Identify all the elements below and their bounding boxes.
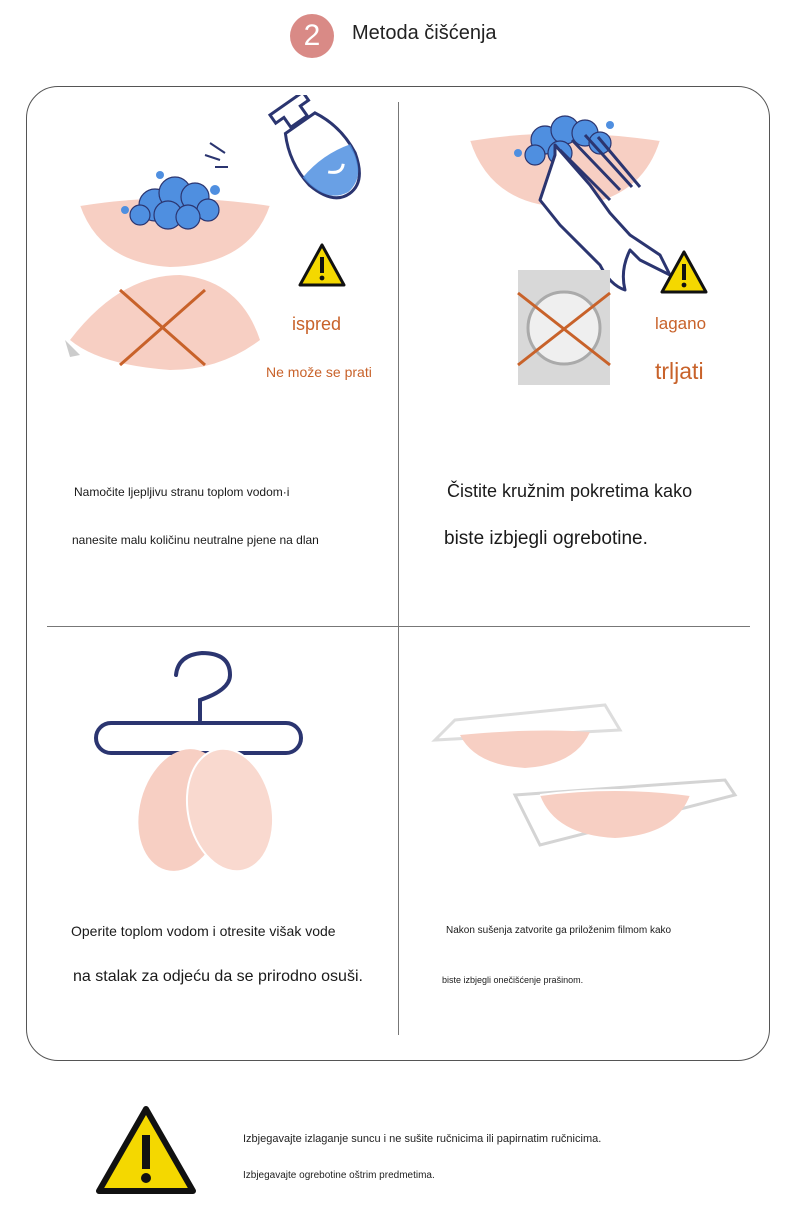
- vertical-divider: [398, 102, 399, 1035]
- film-covered-cups-illustration: [425, 700, 745, 860]
- horizontal-divider: [47, 626, 750, 627]
- panel1-instruction-line1: Namočite ljepljivu stranu toplom vodom·i: [74, 485, 290, 499]
- footer-warning-icon: [95, 1105, 197, 1197]
- section-title: Metoda čišćenja: [352, 22, 497, 44]
- soap-bottle-foam-illustration: [60, 95, 380, 395]
- panel4-instruction-line2: biste izbjegli onečišćenje prašinom.: [442, 975, 584, 985]
- panel1-instruction-line2: nanesite malu količinu neutralne pjene na dlan: [72, 533, 319, 547]
- panel3-instruction-line1: Operite toplom vodom i otresite višak vode: [71, 923, 336, 939]
- clothes-hanger-illustration: [90, 645, 320, 885]
- panel1-warning-label: ispred: [292, 314, 342, 334]
- panel2-warning-sub: trljati: [655, 358, 704, 384]
- panel3-instruction-line2: na stalak za odjeću da se prirodno osuši.: [73, 968, 363, 985]
- panel2-instruction-line2: biste izbjegli ogrebotine.: [444, 528, 648, 549]
- section-header: [0, 14, 800, 60]
- panel1-warning-sub: Ne može se prati: [266, 364, 372, 380]
- panel4-instruction-line1: Nakon sušenja zatvorite ga priloženim filmom kako: [446, 925, 672, 936]
- step-number-badge: 2: [290, 14, 334, 58]
- panel2-instruction-line1: Čistite kružnim pokretima kako: [447, 481, 693, 501]
- hand-rubbing-illustration: [460, 95, 740, 395]
- panel2-warning-label: lagano: [655, 314, 707, 333]
- footer-warning-line2: Izbjegavajte ogrebotine oštrim predmetima.: [243, 1170, 435, 1181]
- footer-warning-line1: Izbjegavajte izlaganje suncu i ne sušite ručnicima ili papirnatim ručnicima.: [243, 1133, 602, 1145]
